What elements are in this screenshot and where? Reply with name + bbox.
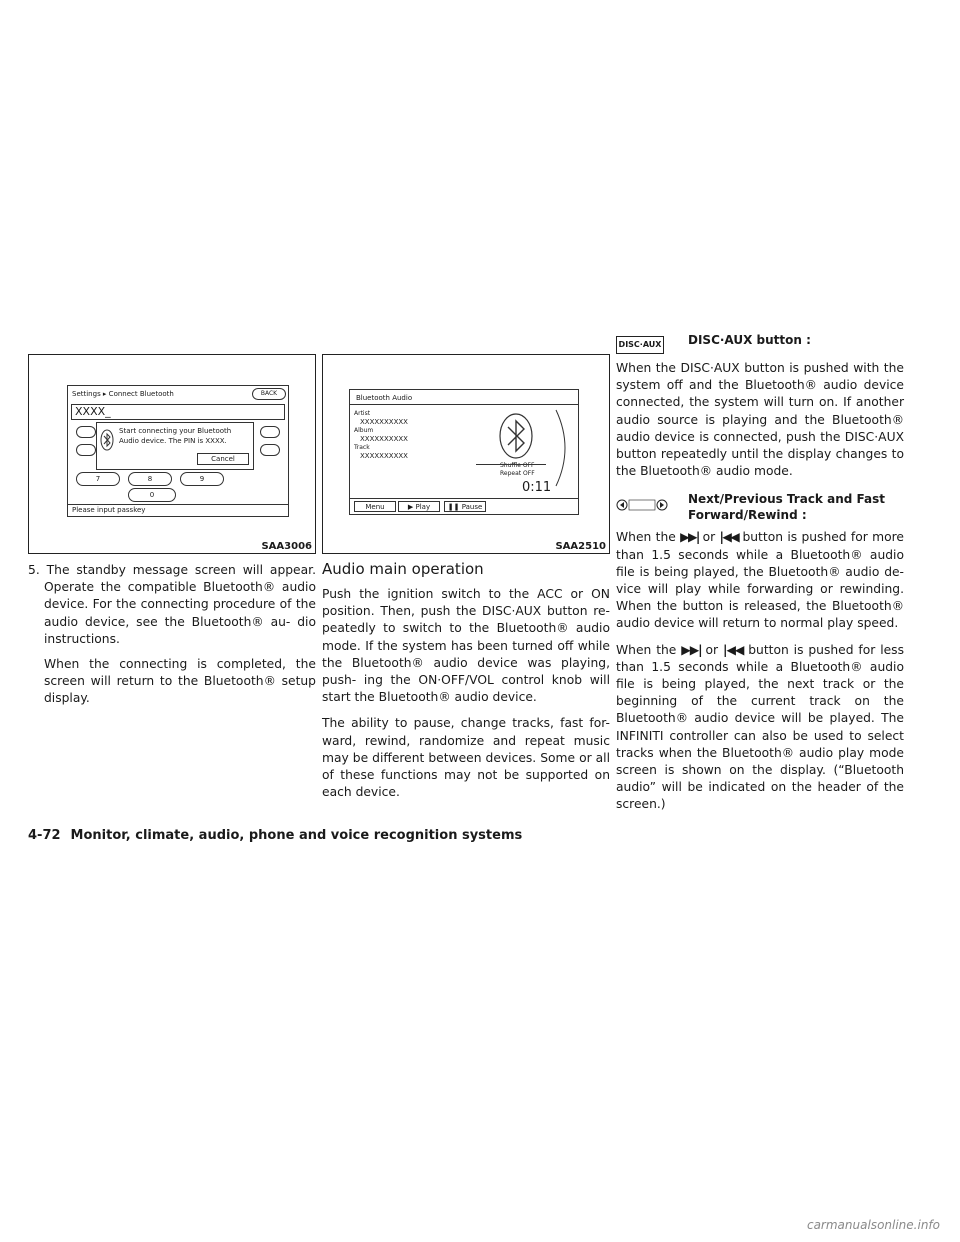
- figure-connect-bluetooth: [28, 354, 316, 554]
- back-button[interactable]: [252, 388, 286, 400]
- play-button[interactable]: [398, 501, 440, 512]
- bluetooth-logo-icon: [498, 412, 534, 460]
- watermark: carmanualsonline.info: [806, 1218, 940, 1232]
- disc-aux-heading: DISC·AUX button :: [688, 333, 811, 347]
- key-8[interactable]: 8: [128, 472, 172, 486]
- text-run: When the: [616, 642, 677, 657]
- disc-aux-heading-row: [616, 330, 904, 360]
- artist-value: XXXXXXXXXX: [360, 418, 408, 426]
- previous-track-icon: |◀◀: [719, 530, 739, 545]
- column-right: [616, 330, 904, 823]
- paragraph: The ability to pause, change tracks, fast for- ward, rewind, randomize and repeat music may be different between devices. Some or all of these functions may not be supported on each device.: [322, 716, 610, 800]
- text-run: button is pushed for less than 1.5 seconds while a Bluetooth® audio file is being played, the next track or the beginning of the current track on the Bluetooth® audio device will be played. The INFINITI controller can also be used to select tracks when the Bluetooth® audio play mode screen is shown on the display. (“Bluetooth audio” will be indicated on the header of the screen.): [616, 642, 904, 812]
- step-5: 5. The standby message screen will appear. Operate the compatible Bluetooth® audio device. For the connecting procedure of the audio device, see the Bluetooth® au- dio instructions.: [28, 563, 316, 646]
- play-icon: ▶: [407, 503, 416, 511]
- seek-track-button-icon: [616, 497, 668, 513]
- seek-heading: Next/Previous Track and Fast Forward/Rewind :: [688, 492, 885, 523]
- text-run: button is pushed for more than 1.5 seconds while a Bluetooth® audio file is being played, the Bluetooth® audio de- vice will play while forwarding or rewinding. When the button is released, the Bluetooth® audio device will return to normal play speed.: [616, 530, 904, 631]
- section-heading: Audio main operation: [322, 560, 484, 578]
- text-run: or: [705, 642, 719, 657]
- screen-title: Bluetooth Audio: [356, 394, 413, 402]
- track-label: Track: [354, 444, 370, 451]
- breadcrumb: Settings ▸ Connect Bluetooth: [72, 390, 174, 398]
- figure-bluetooth-audio: [322, 354, 610, 554]
- text-run: When the: [616, 530, 676, 545]
- key-button[interactable]: [76, 444, 96, 456]
- popup-line-2: Audio device. The PIN is XXXX.: [119, 437, 227, 445]
- menu-button[interactable]: Menu: [354, 501, 396, 512]
- step-5-note: When the connecting is completed, the screen will return to the Bluetooth® setup display.: [44, 657, 316, 706]
- shuffle-status: Shuffle OFF: [500, 462, 535, 469]
- seek-heading-row: [616, 489, 904, 529]
- key-9[interactable]: 9: [180, 472, 224, 486]
- pause-label: Pause: [461, 503, 483, 511]
- pause-icon: ❚❚: [447, 503, 462, 511]
- paragraph: [616, 529, 904, 632]
- paragraph: [616, 642, 904, 814]
- previous-track-icon: |◀◀: [723, 642, 744, 657]
- passkey-input[interactable]: XXXX_: [71, 404, 285, 420]
- volume-arc-icon: [552, 408, 576, 488]
- column-middle: [322, 354, 610, 810]
- status-text: Please input passkey: [72, 506, 146, 514]
- album-label: Album: [354, 427, 374, 434]
- cancel-button[interactable]: Cancel: [197, 453, 249, 465]
- artist-label: Artist: [354, 410, 371, 417]
- connect-screen: [67, 385, 289, 517]
- popup-line-1: Start connecting your Bluetooth: [119, 427, 232, 435]
- page-number: 4-72: [28, 828, 61, 843]
- next-track-icon: ▶▶|: [681, 642, 701, 657]
- key-button[interactable]: [260, 444, 280, 456]
- figure-code: SAA2510: [555, 541, 606, 552]
- section-title: Monitor, climate, audio, phone and voice recognition systems: [70, 828, 523, 843]
- play-time: 0:11: [522, 480, 552, 495]
- play-label: Play: [415, 503, 431, 511]
- next-track-icon: ▶▶|: [680, 530, 699, 545]
- key-0[interactable]: 0: [128, 488, 176, 502]
- back-label: BACK: [260, 390, 278, 397]
- pause-button[interactable]: [444, 501, 486, 512]
- disc-aux-button-icon: DISC·AUX: [616, 336, 664, 354]
- album-value: XXXXXXXXXX: [360, 435, 408, 443]
- repeat-status: Repeat OFF: [500, 470, 535, 477]
- key-7[interactable]: 7: [76, 472, 120, 486]
- page-footer: [28, 828, 522, 843]
- audio-screen: [349, 389, 579, 515]
- text-run: or: [702, 530, 716, 545]
- pin-popup: [96, 422, 254, 470]
- paragraph: Push the ignition switch to the ACC or ON position. Then, push the DISC·AUX button re- peatedly to switch to the Bluetooth® audio mode. If the system has been turned off while the Bluetooth® audio device was playing, push- ing the ON·OFF/VOL control knob will start the Bluetooth® audio device.: [322, 587, 610, 705]
- bluetooth-icon: [100, 429, 114, 451]
- track-value: XXXXXXXXXX: [360, 452, 408, 460]
- key-button[interactable]: [260, 426, 280, 438]
- column-left: [28, 354, 316, 717]
- paragraph: When the DISC·AUX button is pushed with the system off and the Bluetooth® audio device connected, the system will turn on. If another audio source is playing and the Bluetooth® audio device is connected, push the DISC·AUX button repeatedly until the display changes to the Bluetooth® audio mode.: [616, 361, 904, 479]
- figure-code: SAA3006: [261, 541, 312, 552]
- key-button[interactable]: [76, 426, 96, 438]
